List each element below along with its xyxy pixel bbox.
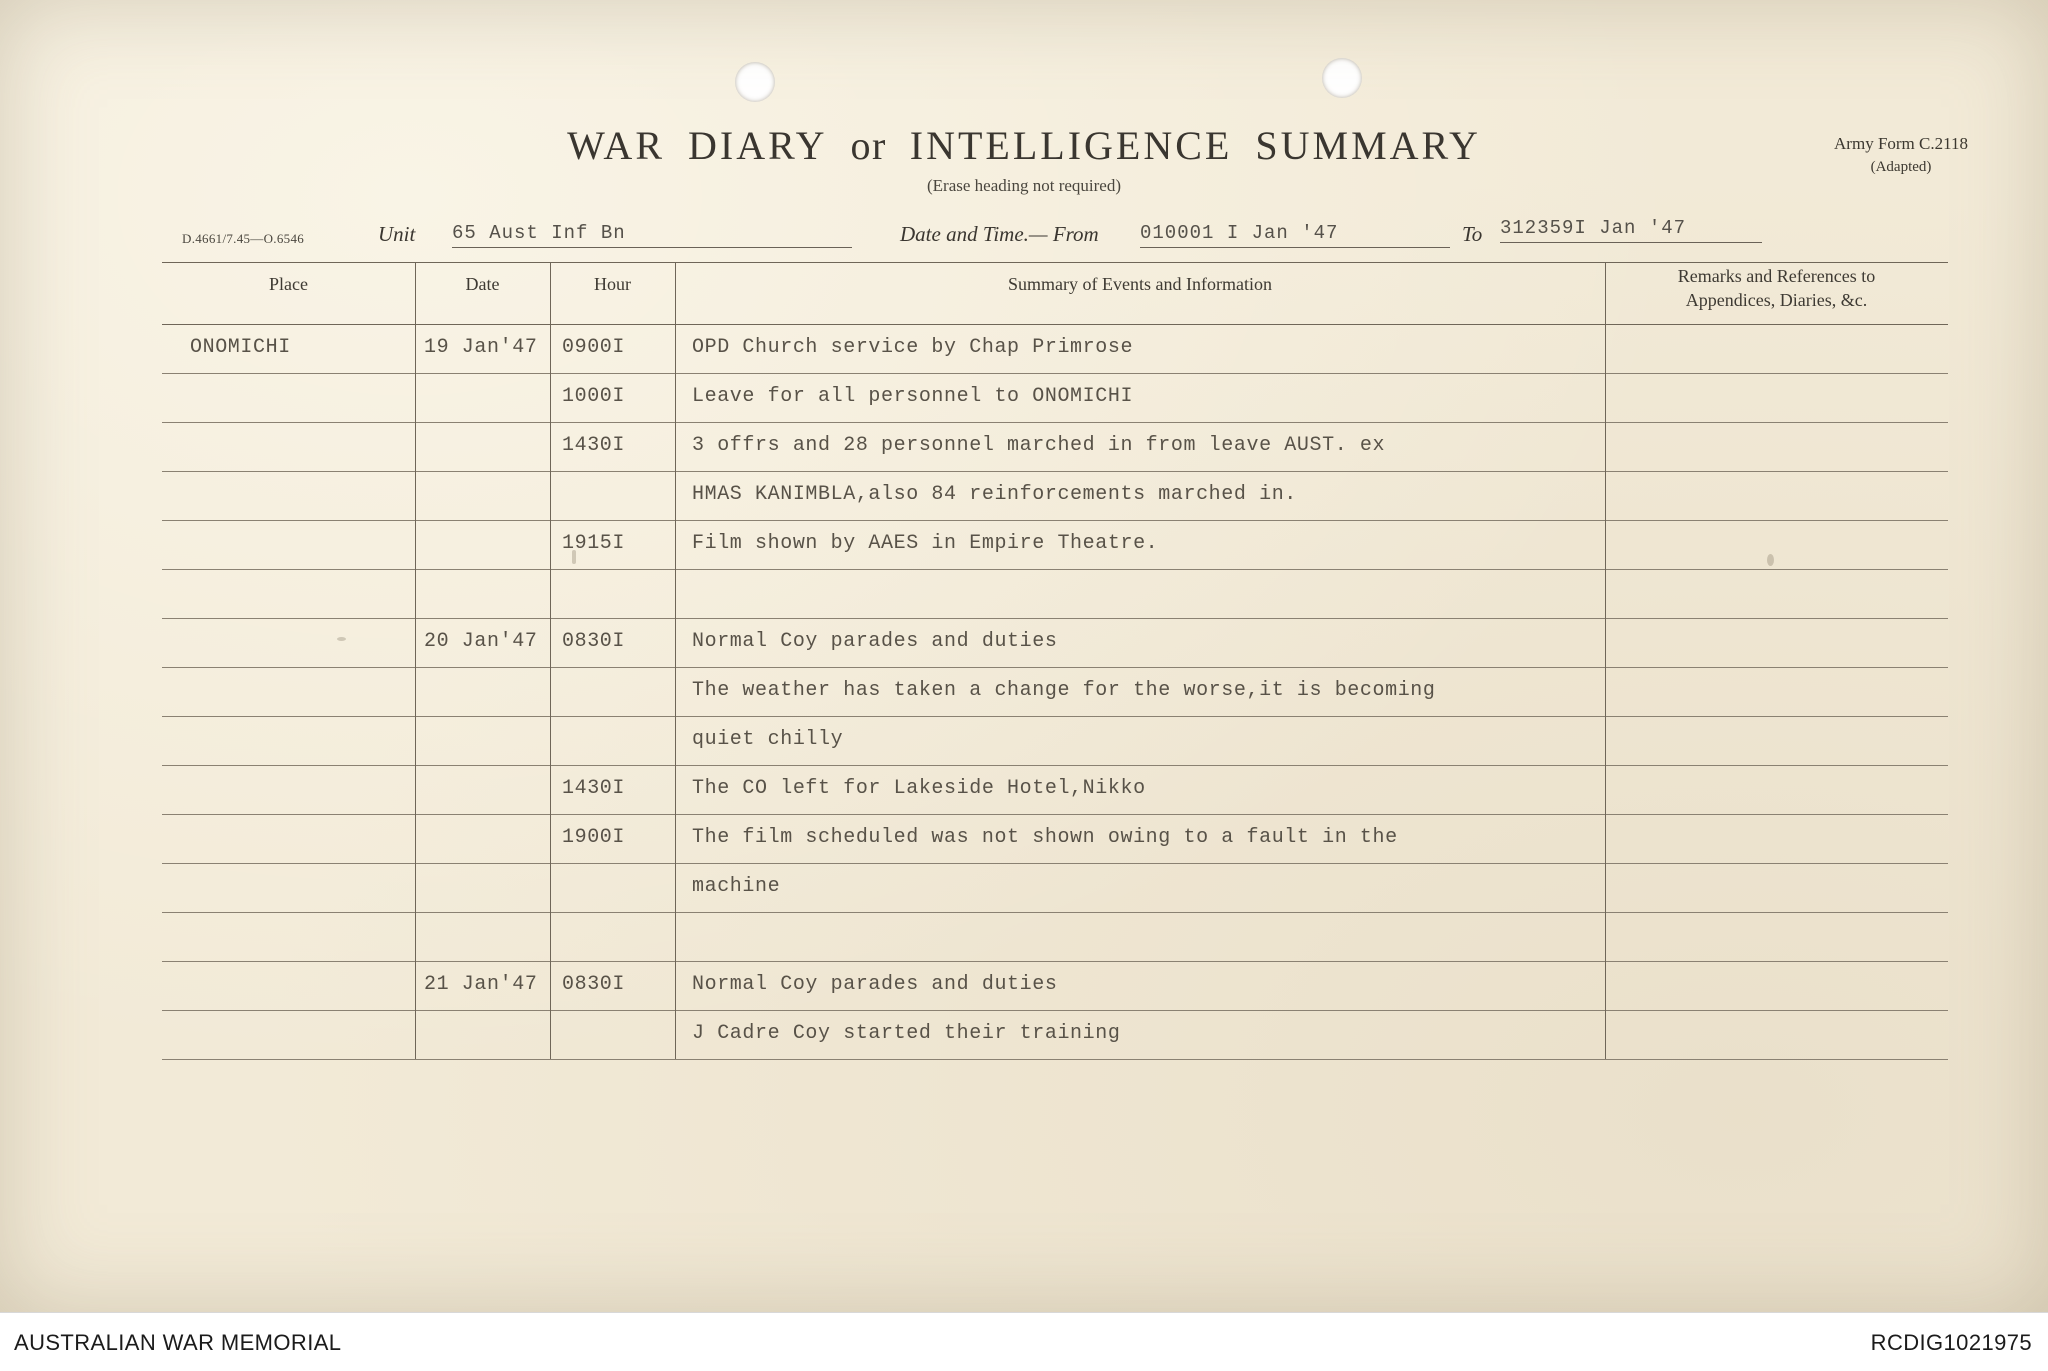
cell-summary: The film scheduled was not shown owing to a fault in the [692, 826, 1398, 849]
cell-date: 20 Jan'47 [424, 630, 538, 653]
ink-speck [572, 550, 576, 564]
table-horizontal-rule [162, 1010, 1948, 1011]
table-horizontal-rule [162, 422, 1948, 423]
table-horizontal-rule [162, 1059, 1948, 1060]
table-horizontal-rule [162, 716, 1948, 717]
table-horizontal-rule [162, 324, 1948, 325]
table-horizontal-rule [162, 814, 1948, 815]
table-vertical-rule [675, 262, 676, 1059]
cell-hour: 0830I [562, 973, 626, 996]
cell-hour: 0830I [562, 630, 626, 653]
table-horizontal-rule [162, 373, 1948, 374]
remarks-line-1: Remarks and References to [1677, 266, 1876, 286]
table-horizontal-rule [162, 569, 1948, 570]
cell-hour: 1430I [562, 434, 626, 457]
printers-code: D.4661/7.45—O.6546 [182, 231, 305, 246]
cell-summary: Leave for all personnel to ONOMICHI [692, 385, 1134, 408]
unit-label: Unit [378, 222, 416, 246]
cell-summary: machine [692, 875, 781, 898]
cell-summary: quiet chilly [692, 728, 844, 751]
table-horizontal-rule [162, 863, 1948, 864]
title-or: or [850, 123, 887, 168]
page-title [0, 122, 2048, 169]
army-form-adapted: (Adapted) [1870, 158, 1932, 175]
ink-speck [337, 637, 346, 641]
cell-place: ONOMICHI [190, 336, 291, 359]
ink-speck [1767, 554, 1774, 566]
erase-heading-note: (Erase heading not required) [927, 176, 1121, 195]
cell-summary: Normal Coy parades and duties [692, 973, 1058, 996]
cell-summary: The weather has taken a change for the worse,it is becoming [692, 679, 1436, 702]
table-horizontal-rule [162, 471, 1948, 472]
table-horizontal-rule [162, 618, 1948, 619]
cell-hour: 1430I [562, 777, 626, 800]
column-header-summary: Summary of Events and Information [1008, 274, 1272, 294]
date-time-from-label: Date and Time.— From [900, 222, 1099, 246]
table-vertical-rule [550, 262, 551, 1059]
table-horizontal-rule [162, 961, 1948, 962]
table-vertical-rule [415, 262, 416, 1059]
date-time-to-label: To [1462, 222, 1483, 246]
army-form-number: Army Form C.2118 [1834, 134, 1968, 153]
cell-date: 19 Jan'47 [424, 336, 538, 359]
title-diary: DIARY [688, 123, 828, 168]
cell-summary: 3 offrs and 28 personnel marched in from leave AUST. ex [692, 434, 1386, 457]
unit-value: 65 Aust Inf Bn [452, 222, 852, 248]
title-war: WAR [567, 123, 665, 168]
column-header-remarks [1605, 264, 1948, 313]
table-horizontal-rule [162, 520, 1948, 521]
remarks-line-2: Appendices, Diaries, &c. [1685, 290, 1868, 311]
punch-hole-right [1322, 58, 1362, 98]
table-vertical-rule [1605, 262, 1606, 1059]
cell-summary: The CO left for Lakeside Hotel,Nikko [692, 777, 1146, 800]
diary-table [162, 262, 1948, 1082]
cell-summary: J Cadre Coy started their training [692, 1022, 1121, 1045]
table-horizontal-rule [162, 765, 1948, 766]
column-header-place: Place [269, 274, 308, 294]
date-time-from-value: 010001 I Jan '47 [1140, 222, 1450, 248]
institution-label: AUSTRALIAN WAR MEMORIAL [14, 1330, 342, 1355]
cell-summary: OPD Church service by Chap Primrose [692, 336, 1134, 359]
table-horizontal-rule [162, 912, 1948, 913]
cell-hour: 1900I [562, 826, 626, 849]
punch-hole-left [735, 62, 775, 102]
table-horizontal-rule [162, 262, 1948, 263]
table-horizontal-rule [162, 667, 1948, 668]
cell-summary: HMAS KANIMBLA,also 84 reinforcements marched in. [692, 483, 1297, 506]
column-header-date: Date [465, 274, 500, 294]
viewer-footer [0, 1312, 2048, 1371]
title-intelligence: INTELLIGENCE [909, 123, 1233, 168]
cell-summary: Normal Coy parades and duties [692, 630, 1058, 653]
army-form-reference [1834, 132, 1968, 178]
cell-hour: 1000I [562, 385, 626, 408]
column-header-hour: Hour [594, 274, 631, 294]
reference-id-label: RCDIG1021975 [1870, 1330, 2032, 1355]
cell-date: 21 Jan'47 [424, 973, 538, 996]
cell-hour: 1915I [562, 532, 626, 555]
date-time-to-value: 312359I Jan '47 [1500, 217, 1762, 243]
title-summary: SUMMARY [1255, 123, 1481, 168]
cell-summary: Film shown by AAES in Empire Theatre. [692, 532, 1159, 555]
cell-hour: 0900I [562, 336, 626, 359]
